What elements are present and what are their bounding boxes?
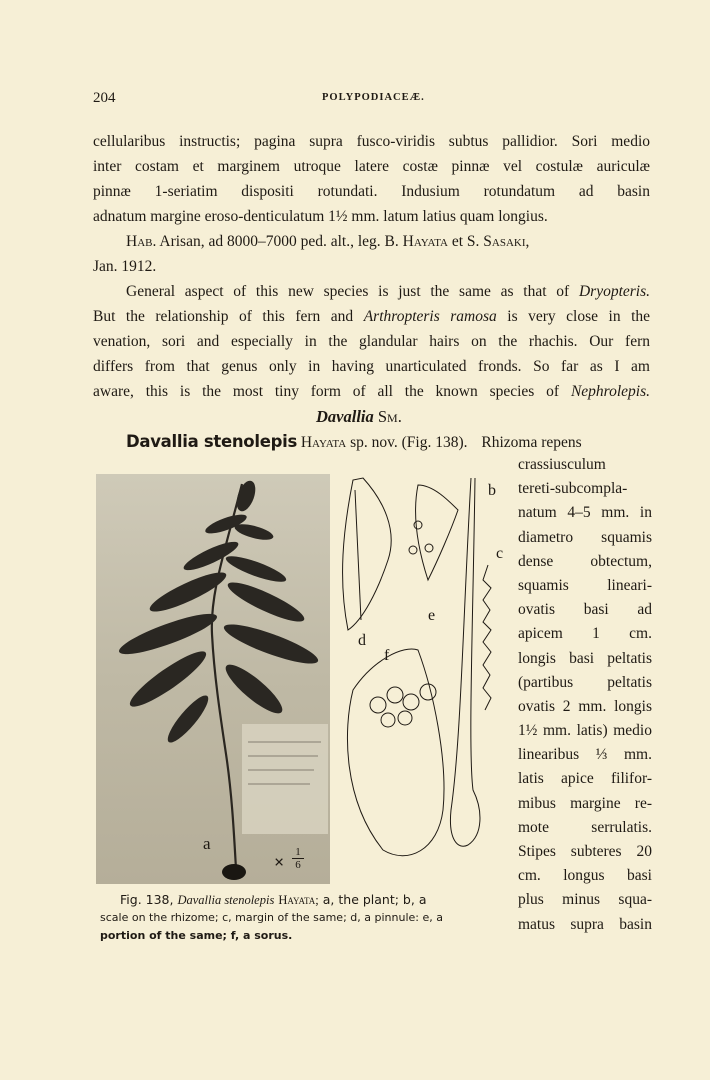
genus-heading — [316, 405, 402, 429]
para-line-5 — [93, 380, 650, 404]
figure-number: Fig. 138, — [120, 892, 174, 907]
scale-numerator: 1 — [292, 846, 304, 859]
description-line: (partibus peltatis — [518, 673, 652, 691]
description-line: tereti-subcompla- — [518, 480, 628, 498]
page-number: 204 — [93, 90, 116, 106]
para-line-4: differs from that genus only in having unarticulated fronds. So far as I am — [93, 358, 650, 375]
scale-denominator: 6 — [295, 859, 301, 871]
description-line: apicem 1 cm. — [518, 625, 652, 643]
description-line: matus supra basin — [518, 915, 652, 933]
species-arthropteris: Arthropteris ramosa — [363, 308, 497, 325]
plant-photo — [96, 474, 330, 884]
body-line-1: cellularibus instructis; pagina supra fusco-viridis subtus pallidior. Sori medio — [93, 133, 650, 150]
para-text: is very close in the — [507, 308, 651, 325]
genus-author: Sm. — [377, 407, 402, 426]
description-line: natum 4–5 mm. in — [518, 504, 652, 522]
habitat-line — [126, 230, 529, 254]
caption-line-3: portion of the same; f, a sorus. — [100, 929, 293, 942]
para-line-3: venation, sori and especially in the glandular hairs on the rhachis. Our fern — [93, 333, 650, 350]
body-line-2: inter costam et marginem utroque latere costæ pinnæ vel costulæ auriculæ — [93, 158, 650, 175]
figure-label-f: f — [384, 647, 390, 664]
para-text: But the relationship of this fern and — [93, 308, 354, 325]
scale-drawing — [450, 478, 480, 846]
description-line: squamis lineari- — [518, 576, 652, 594]
description-line: plus minus squa- — [518, 891, 652, 909]
genus-dryopteris: Dryopteris. — [578, 283, 651, 300]
description-line: Stipes subteres 20 — [518, 843, 652, 860]
description-line: ovatis 2 mm. longis — [518, 697, 652, 715]
body-line-4: adnatum margine eroso-denticulatum 1½ mm. latum latius quam longius. — [93, 208, 548, 225]
description-line: 1½ mm. latis) medio — [518, 722, 652, 740]
sorus-drawing — [347, 649, 444, 856]
species-heading — [126, 430, 582, 455]
running-title: POLYPODIACEÆ. — [322, 92, 425, 103]
pinnule-portion-drawing — [415, 485, 458, 580]
para-text: aware, this is the most tiny form of all the known species of — [93, 383, 560, 400]
description-line: latis apice filifor- — [518, 770, 652, 788]
hab-label: Hab. — [126, 233, 157, 250]
figure-label-e: e — [428, 607, 436, 624]
caption-part: a, the plant; b, a — [322, 892, 427, 907]
description-column — [518, 453, 652, 937]
description-start: Rhizoma repens — [481, 434, 582, 451]
margin-drawing — [483, 565, 491, 710]
genus-name: Davallia — [316, 407, 374, 426]
para-text: General aspect of this new species is just the same as that of — [126, 283, 570, 300]
description-line: longis basi peltatis — [518, 649, 652, 667]
habitat-date: Jan. 1912. — [93, 258, 157, 275]
figure-label-a: a — [203, 834, 211, 853]
pinnule-drawing — [343, 478, 392, 630]
caption-species: Davallia stenolepis — [177, 893, 275, 907]
description-line: crassiusculum — [518, 456, 606, 473]
scale-fraction — [292, 846, 304, 871]
description-line: mote serrulatis. — [518, 818, 652, 836]
description-line: dense obtectum, — [518, 552, 652, 570]
description-line: cm. longus basi — [518, 867, 652, 885]
figure-label-b: b — [488, 482, 496, 499]
collector-sasaki: Sasaki, — [483, 233, 530, 250]
caption-line-1 — [100, 891, 455, 909]
hab-mid: et S. — [451, 233, 480, 250]
description-line: ovatis basi ad — [518, 601, 652, 619]
genus-nephrolepis: Nephrolepis. — [570, 383, 651, 400]
species-name: Davallia stenolepis — [126, 432, 297, 451]
fern-plant-illustration — [96, 474, 330, 884]
description-line: mibus margine re- — [518, 794, 652, 812]
description-line: linearibus ⅓ mm. — [518, 746, 652, 764]
caption-author: Hayata; — [278, 893, 319, 907]
figure-label-c: c — [496, 545, 504, 562]
hab-text: Arisan, ad 8000–7000 ped. alt., leg. B. — [159, 233, 399, 250]
scale-multiplier: × — [274, 852, 285, 872]
para-line-1 — [126, 280, 650, 304]
figure-label-d: d — [358, 632, 366, 649]
line-drawings — [333, 470, 513, 890]
species-rest: sp. nov. (Fig. 138). — [350, 434, 468, 451]
collector-hayata: Hayata — [402, 233, 448, 250]
caption-line-2: scale on the rhizome; c, margin of the same; d, a pinnule: e, a — [100, 911, 443, 924]
body-line-3: pinnæ 1-seriatim dispositi rotundati. Indusium rotundatum ad basin — [93, 183, 650, 200]
para-line-2 — [93, 305, 650, 329]
species-author: Hayata — [300, 434, 347, 451]
description-line: diametro squamis — [518, 528, 652, 546]
